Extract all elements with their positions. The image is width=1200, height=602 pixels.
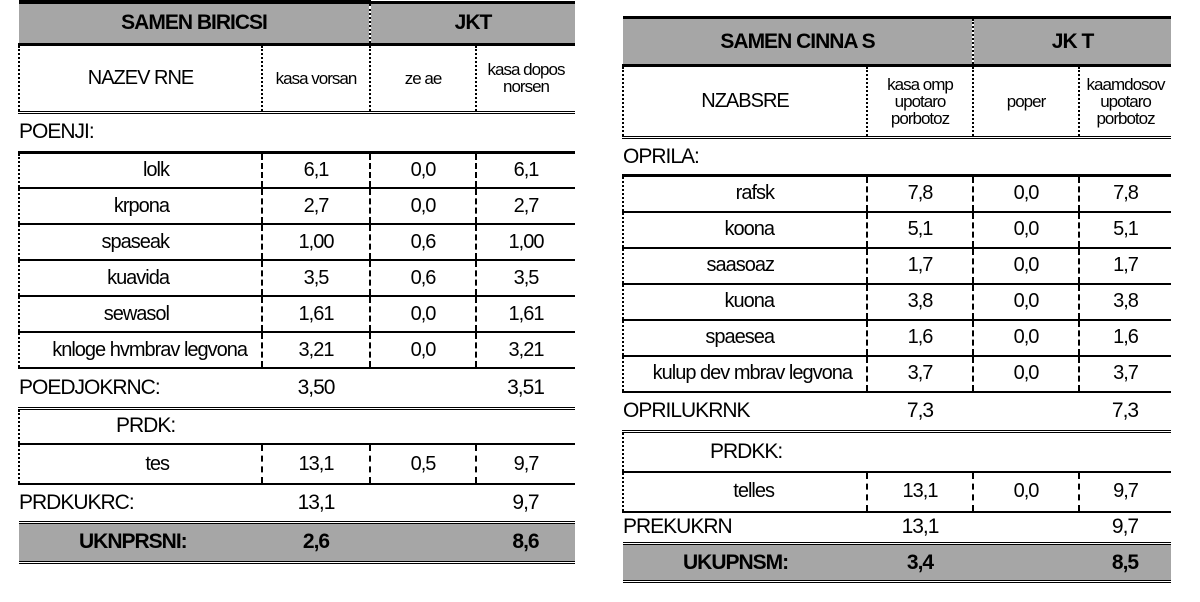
group-title-row <box>623 432 1171 472</box>
row-value-2: 0,6 <box>370 260 476 296</box>
row-value-3: 1,61 <box>476 296 575 332</box>
row-value-3: 9,7 <box>1079 472 1171 512</box>
row-value-2: 0,0 <box>370 332 476 368</box>
table-row <box>19 332 575 368</box>
row-value-2: 0,0 <box>973 356 1079 392</box>
row-value-2: 0,0 <box>973 472 1079 512</box>
group-total-value-1: 13,1 <box>867 512 973 544</box>
group-total-value-1: 13,1 <box>262 484 370 522</box>
summary-value-1: 3,4 <box>867 544 973 582</box>
group-total-label: POEDJOKRNC: <box>19 368 262 408</box>
row-name: sewasol <box>19 296 262 332</box>
summary-label: UKNPRSNI: <box>19 522 262 562</box>
row-name: kuavida <box>19 260 262 296</box>
table-row <box>623 212 1171 248</box>
column-header-name: NAZEV RNE <box>19 44 262 112</box>
row-value-3: 1,6 <box>1079 320 1171 356</box>
row-value-3: 3,5 <box>476 260 575 296</box>
row-name: lolk <box>19 152 262 188</box>
right-table <box>622 16 1171 583</box>
row-value-2: 0,6 <box>370 224 476 260</box>
column-headers <box>19 44 575 112</box>
row-value-1: 1,00 <box>262 224 370 260</box>
group-title: PRDKK: <box>623 432 867 472</box>
summary-value-1: 2,6 <box>262 522 370 562</box>
group-title: OPRILA: <box>623 138 1171 176</box>
row-value-2: 0,0 <box>370 188 476 224</box>
column-header-3: kaamdosov upotaro porbotoz <box>1079 66 1171 138</box>
row-name: rafsk <box>623 176 867 212</box>
row-value-1: 1,7 <box>867 248 973 284</box>
summary-label: UKUPNSM: <box>623 544 867 582</box>
table-row <box>19 260 575 296</box>
row-value-1: 3,8 <box>867 284 973 320</box>
row-value-1: 3,5 <box>262 260 370 296</box>
row-value-3: 1,00 <box>476 224 575 260</box>
row-value-1: 3,7 <box>867 356 973 392</box>
row-value-2: 0,0 <box>973 248 1079 284</box>
group-total-row <box>19 484 575 522</box>
row-value-3: 2,7 <box>476 188 575 224</box>
table-row <box>623 284 1171 320</box>
table-row <box>19 296 575 332</box>
table-row <box>19 152 575 188</box>
row-value-2: 0,0 <box>973 320 1079 356</box>
table-row <box>623 356 1171 392</box>
row-name: kulup dev mbrav legvona <box>623 356 867 392</box>
group-title-row <box>19 408 575 444</box>
table-row <box>623 320 1171 356</box>
row-value-3: 3,21 <box>476 332 575 368</box>
group-total-row <box>19 368 575 408</box>
group-title-row <box>623 138 1171 176</box>
column-header-1: kasa omp upotaro porbotoz <box>867 66 973 138</box>
table-row <box>19 444 575 484</box>
row-value-1: 13,1 <box>262 444 370 484</box>
table-header <box>19 2 575 44</box>
group-total-value-3: 7,3 <box>1079 392 1171 432</box>
group-total-row <box>623 512 1171 544</box>
row-value-2: 0,0 <box>973 212 1079 248</box>
left-table <box>18 0 575 564</box>
row-value-3: 1,7 <box>1079 248 1171 284</box>
row-value-3: 9,7 <box>476 444 575 484</box>
section-title: SAMEN BIRICSI <box>19 2 370 44</box>
table-row <box>623 472 1171 512</box>
row-value-3: 7,8 <box>1079 176 1171 212</box>
row-value-1: 7,8 <box>867 176 973 212</box>
group-total-value-1: 3,50 <box>262 368 370 408</box>
group-title: POENJI: <box>19 112 575 152</box>
group-total-value-3: 3,51 <box>476 368 575 408</box>
row-value-3: 6,1 <box>476 152 575 188</box>
group-title-row <box>19 112 575 152</box>
row-value-1: 2,7 <box>262 188 370 224</box>
group-total-value-3: 9,7 <box>476 484 575 522</box>
column-header-1: kasa vorsan <box>262 44 370 112</box>
row-value-1: 1,61 <box>262 296 370 332</box>
row-value-2: 0,0 <box>370 296 476 332</box>
row-value-1: 1,6 <box>867 320 973 356</box>
row-value-2: 0,0 <box>973 176 1079 212</box>
row-name: krpona <box>19 188 262 224</box>
row-value-3: 3,7 <box>1079 356 1171 392</box>
row-value-2: 0,0 <box>370 152 476 188</box>
row-name: tes <box>19 444 262 484</box>
summary-row <box>19 522 575 562</box>
row-name: saasoaz <box>623 248 867 284</box>
summary-value-3: 8,6 <box>476 522 575 562</box>
table-row <box>19 188 575 224</box>
section-title-right: JK T <box>973 18 1171 66</box>
row-value-3: 5,1 <box>1079 212 1171 248</box>
row-value-1: 3,21 <box>262 332 370 368</box>
group-total-row <box>623 392 1171 432</box>
row-name: knloge hvmbrav legvona <box>19 332 262 368</box>
group-total-label: PREKUKRN <box>623 512 867 544</box>
column-header-2: poper <box>973 66 1079 138</box>
column-header-name: NZABSRE <box>623 66 867 138</box>
summary-value-3: 8,5 <box>1079 544 1171 582</box>
table-row <box>623 248 1171 284</box>
row-value-1: 6,1 <box>262 152 370 188</box>
group-total-value-1: 7,3 <box>867 392 973 432</box>
group-total-label: PRDKUKRC: <box>19 484 262 522</box>
row-value-2: 0,5 <box>370 444 476 484</box>
column-header-2: ze ae <box>370 44 476 112</box>
table-header <box>623 18 1171 66</box>
row-name: spaseak <box>19 224 262 260</box>
row-name: telles <box>623 472 867 512</box>
summary-row <box>623 544 1171 582</box>
row-name: koona <box>623 212 867 248</box>
table-row <box>19 224 575 260</box>
row-value-3: 3,8 <box>1079 284 1171 320</box>
column-header-3: kasa dopos norsen <box>476 44 575 112</box>
section-title-right: JKT <box>370 2 575 44</box>
row-value-1: 13,1 <box>867 472 973 512</box>
section-title: SAMEN CINNA S <box>623 18 973 66</box>
group-title: PRDK: <box>19 408 262 444</box>
table-row <box>623 176 1171 212</box>
row-name: kuona <box>623 284 867 320</box>
row-name: spaesea <box>623 320 867 356</box>
group-total-label: OPRILUKRNK <box>623 392 867 432</box>
row-value-2: 0,0 <box>973 284 1079 320</box>
column-headers <box>623 66 1171 138</box>
row-value-1: 5,1 <box>867 212 973 248</box>
group-total-value-3: 9,7 <box>1079 512 1171 544</box>
